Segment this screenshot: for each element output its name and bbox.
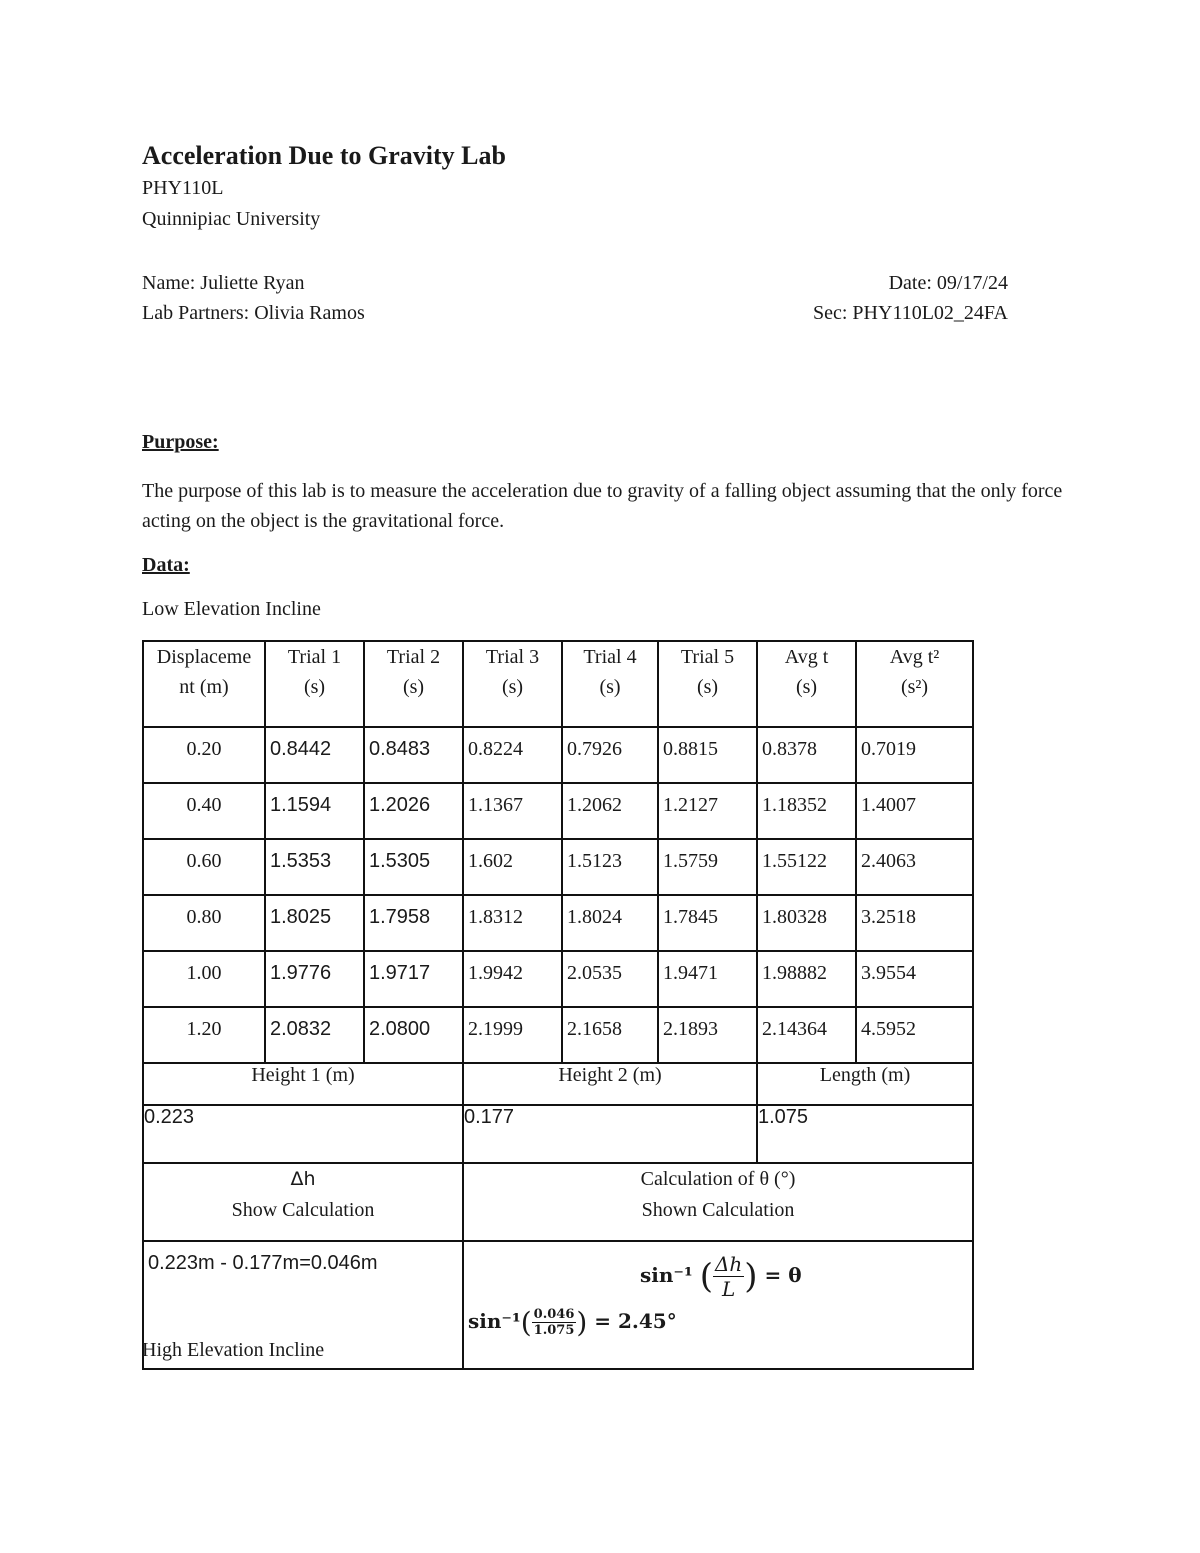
header-trial-2: Trial 2 (s) <box>364 641 463 727</box>
height-2-value: 0.177 <box>463 1105 757 1163</box>
value-cell: 2.0800 <box>364 1007 463 1063</box>
university-name: Quinnipiac University <box>142 208 321 230</box>
displacement-cell: 0.80 <box>143 895 265 951</box>
value-cell: 3.9554 <box>856 951 973 1007</box>
value-cell: 1.1367 <box>463 783 562 839</box>
value-cell: 1.5123 <box>562 839 658 895</box>
header-avg-t-squared: Avg t² (s²) <box>856 641 973 727</box>
low-incline-label: Low Elevation Incline <box>142 598 321 620</box>
value-cell: 2.1658 <box>562 1007 658 1063</box>
header-trial-1: Trial 1 (s) <box>265 641 364 727</box>
table-row <box>143 951 973 1007</box>
measurement-header-row <box>143 1063 973 1105</box>
value-cell: 1.7845 <box>658 895 757 951</box>
document-title: Acceleration Due to Gravity Lab <box>142 141 506 170</box>
lab-date: Date: 09/17/24 <box>888 272 1008 294</box>
header-height-2: Height 2 (m) <box>463 1063 757 1105</box>
value-cell: 1.55122 <box>757 839 856 895</box>
displacement-cell: 0.40 <box>143 783 265 839</box>
measurement-value-row <box>143 1105 973 1163</box>
table-header-row <box>143 641 973 727</box>
value-cell: 1.602 <box>463 839 562 895</box>
displacement-cell: 0.20 <box>143 727 265 783</box>
value-cell: 2.4063 <box>856 839 973 895</box>
value-cell: 1.9717 <box>364 951 463 1007</box>
calculation-header-row <box>143 1163 973 1241</box>
header-trial-4: Trial 4 (s) <box>562 641 658 727</box>
height-1-value: 0.223 <box>143 1105 463 1163</box>
displacement-cell: 0.60 <box>143 839 265 895</box>
table-row <box>143 727 973 783</box>
value-cell: 1.7958 <box>364 895 463 951</box>
theta-title: Calculation of θ (°) <box>640 1168 796 1190</box>
value-cell: 0.8483 <box>364 727 463 783</box>
value-cell: 1.9942 <box>463 951 562 1007</box>
value-cell: 1.2127 <box>658 783 757 839</box>
table-row <box>143 895 973 951</box>
purpose-heading: Purpose: <box>142 431 219 453</box>
value-cell: 1.2026 <box>364 783 463 839</box>
value-cell: 2.1893 <box>658 1007 757 1063</box>
purpose-text: The purpose of this lab is to measure the acceleration due to gravity of a falling object assuming that the only force acting on the object is the gravitational force. <box>142 480 1063 532</box>
course-code: PHY110L <box>142 177 224 199</box>
value-cell: 1.5305 <box>364 839 463 895</box>
header-trial-3: Trial 3 (s) <box>463 641 562 727</box>
student-name: Name: Juliette Ryan <box>142 272 305 294</box>
value-cell: 2.14364 <box>757 1007 856 1063</box>
header-displacement: Displaceme nt (m) <box>143 641 265 727</box>
theta-subtitle: Shown Calculation <box>641 1199 795 1221</box>
header-trial-5: Trial 5 (s) <box>658 641 757 727</box>
value-cell: 1.9471 <box>658 951 757 1007</box>
value-cell: 3.2518 <box>856 895 973 951</box>
value-cell: 2.0832 <box>265 1007 364 1063</box>
value-cell: 1.9776 <box>265 951 364 1007</box>
theta-header <box>463 1163 973 1241</box>
value-cell: 4.5952 <box>856 1007 973 1063</box>
header-height-1: Height 1 (m) <box>143 1063 463 1105</box>
theta-calculation <box>463 1241 973 1369</box>
lab-section: Sec: PHY110L02_24FA <box>813 302 1008 324</box>
displacement-cell: 1.20 <box>143 1007 265 1063</box>
value-cell: 1.8024 <box>562 895 658 951</box>
data-heading: Data: <box>142 554 190 576</box>
header-length: Length (m) <box>757 1063 973 1105</box>
value-cell: 1.18352 <box>757 783 856 839</box>
delta-h-title: Δh <box>290 1168 316 1190</box>
value-cell: 0.7019 <box>856 727 973 783</box>
low-incline-table <box>142 640 974 1370</box>
value-cell: 1.98882 <box>757 951 856 1007</box>
value-cell: 1.1594 <box>265 783 364 839</box>
value-cell: 0.8815 <box>658 727 757 783</box>
table-row <box>143 1007 973 1063</box>
delta-h-subtitle: Show Calculation <box>231 1199 375 1221</box>
general-formula: sin⁻¹ ( $\frac{\Delta h}{L}$ ) = θ <box>640 1252 802 1301</box>
value-cell: 2.1999 <box>463 1007 562 1063</box>
delta-h-calculation: 0.223m - 0.177m=0.046m <box>143 1241 463 1369</box>
value-cell: 1.2062 <box>562 783 658 839</box>
value-cell: 0.7926 <box>562 727 658 783</box>
value-cell: 1.8025 <box>265 895 364 951</box>
high-incline-label: High Elevation Incline <box>142 1339 325 1361</box>
value-cell: 1.8312 <box>463 895 562 951</box>
value-cell: 1.5353 <box>265 839 364 895</box>
table-row <box>143 839 973 895</box>
displacement-cell: 1.00 <box>143 951 265 1007</box>
table-row <box>143 783 973 839</box>
value-cell: 1.5759 <box>658 839 757 895</box>
value-cell: 1.80328 <box>757 895 856 951</box>
value-cell: 0.8442 <box>265 727 364 783</box>
value-cell: 1.4007 <box>856 783 973 839</box>
value-cell: 0.8224 <box>463 727 562 783</box>
value-cell: 0.8378 <box>757 727 856 783</box>
delta-h-header <box>143 1163 463 1241</box>
lab-partners: Lab Partners: Olivia Ramos <box>142 302 365 324</box>
evaluated-formula: sin⁻¹( $\frac{0.046}{1.075}$ ) = 2.45° <box>468 1306 677 1339</box>
length-value: 1.075 <box>757 1105 973 1163</box>
value-cell: 2.0535 <box>562 951 658 1007</box>
header-avg-t: Avg t (s) <box>757 641 856 727</box>
